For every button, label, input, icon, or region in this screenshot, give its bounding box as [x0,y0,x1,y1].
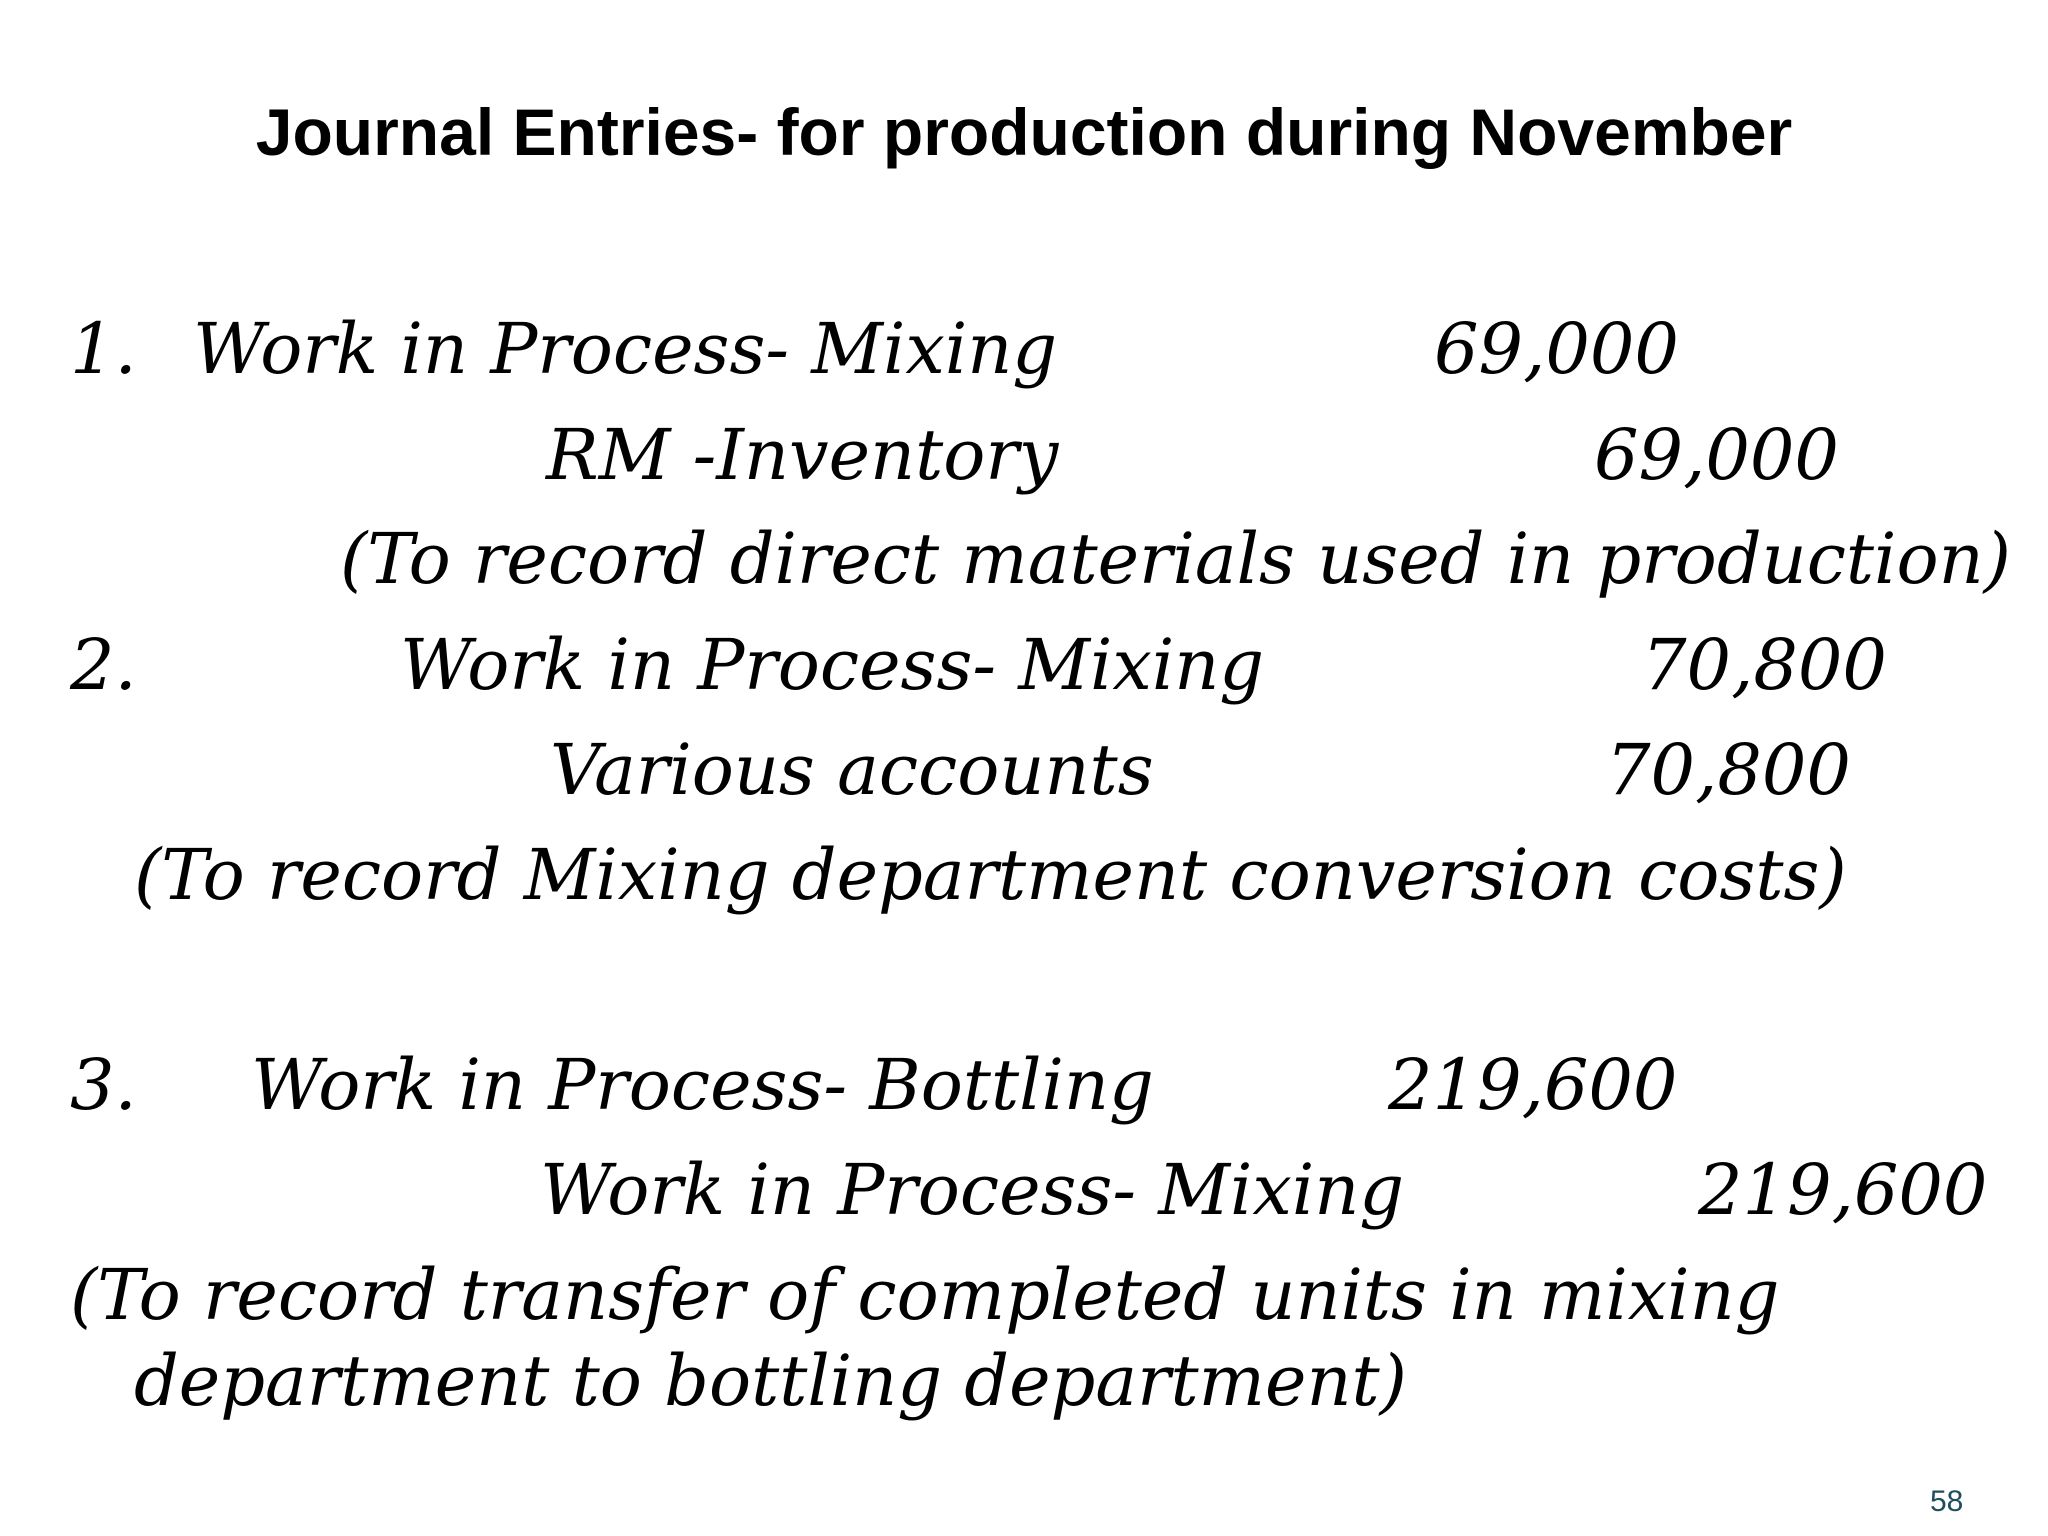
entry-3-explanation-line-1: (To record transfer of completed units in mixing [70,1254,1780,1336]
entry-1-number: 1. [70,308,137,390]
entry-2-number: 2. [70,624,137,706]
entry-3-explanation-line-2: department to bottling department) [134,1340,1407,1422]
entry-3-debit-account: Work in Process- Bottling [251,1044,1154,1126]
entry-1-debit-account: Work in Process- Mixing [193,308,1058,390]
page-number: 58 [1930,1485,1964,1518]
entry-2-credit-amount: 70,800 [1606,729,1851,811]
entry-3-credit-account: Work in Process- Mixing [540,1149,1405,1231]
entry-3-number: 3. [70,1044,137,1126]
entry-1-explanation: (To record direct materials used in production) [340,518,2011,600]
entry-3-debit-amount: 219,600 [1388,1044,1678,1126]
entry-1-debit-amount: 69,000 [1434,308,1679,390]
entry-1-credit-account: RM -Inventory [546,414,1059,496]
entry-2-debit-amount: 70,800 [1642,624,1887,706]
entry-2-explanation: (To record Mixing department conversion costs) [134,834,1847,916]
slide-title: Journal Entries- for production during November [255,95,1793,169]
entry-1-credit-amount: 69,000 [1594,414,1839,496]
entry-2-debit-account: Work in Process- Mixing [400,624,1265,706]
entry-2-credit-account: Various accounts [550,729,1154,811]
entry-3-credit-amount: 219,600 [1698,1149,1988,1231]
